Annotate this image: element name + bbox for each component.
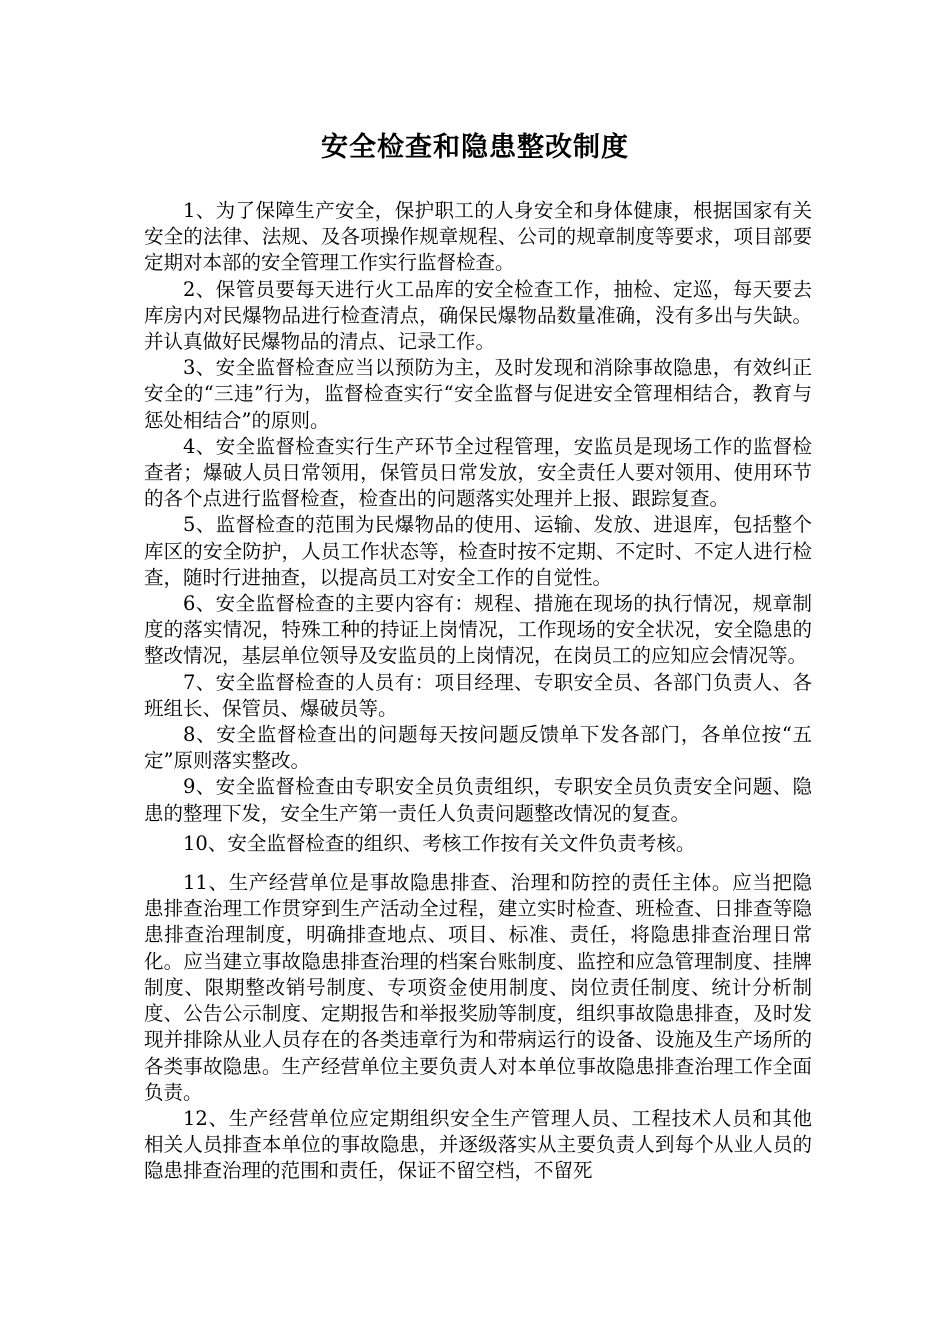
paragraph-5: 5、监督检查的范围为民爆物品的使用、运输、发放、进退库，包括整个库区的安全防护，人员工作状态等，检查时按不定期、不定时、不定人进行检查，随时行进抽查，以提高员工对安全工作的自觉性。 bbox=[144, 513, 812, 589]
paragraph-4: 4、安全监督检查实行生产环节全过程管理，安监员是现场工作的监督检查者；爆破人员日常领用，保管员日常发放，安全责任人要对领用、使用环节的各个点进行监督检查，检查出的问题落实处理并上报、跟踪复查。 bbox=[144, 434, 812, 511]
document-title: 安全检查和隐患整改制度 bbox=[321, 132, 629, 163]
paragraph-12: 12、生产经营单位应定期组织安全生产管理人员、工程技术人员和其他相关人员排查本单位的事故隐患，并逐级落实从主要负责人到每个从业人员的隐患排查治理的范围和责任，保证不留空档，不留死 bbox=[144, 1106, 812, 1183]
paragraph-8: 8、安全监督检查出的问题每天按问题反馈单下发各部门，各单位按“五定”原则落实整改。 bbox=[144, 723, 812, 773]
paragraph-6: 6、安全监督检查的主要内容有：规程、措施在现场的执行情况，规章制度的落实情况，特殊工种的持证上岗情况，工作现场的安全状况，安全隐患的整改情况，基层单位领导及安监员的上岗情况，在岗员工的应知应会情况等。 bbox=[144, 592, 812, 668]
paragraph-11: 11、生产经营单位是事故隐患排查、治理和防控的责任主体。应当把隐患排查治理工作贯穿到生产活动全过程，建立实时检查、班检查、日排查等隐患排查治理制度，明确排查地点、项目、标准、责任，将隐患排查治理日常化。应当建立事故隐患排查治理的档案台账制度、监控和应急管理制度、挂牌制度、限期整改销号制度、专项资金使用制度、岗位责任制度、统计分析制度、公告公示制度、定期报告和举报奖励等制度，组织事故隐患排查，及时发现并排除从业人员存在的各类违章行为和带病运行的设备、设施及生产场所的各类事故隐患。生产经营单位主要负责人对本单位事故隐患排查治理工作全面负责。 bbox=[144, 871, 812, 1104]
paragraph-10: 10、安全监督检查的组织、考核工作按有关文件负责考核。 bbox=[183, 831, 696, 855]
document-body bbox=[144, 198, 812, 1185]
paragraph-2: 2、保管员要每天进行火工品库的安全检查工作，抽检、定巡，每天要去库房内对民爆物品进行检查清点，确保民爆物品数量准确，没有多出与失缺。并认真做好民爆物品的清点、记录工作。 bbox=[144, 277, 812, 354]
paragraph-7: 7、安全监督检查的人员有：项目经理、专职安全员、各部门负责人、各班组长、保管员、爆破员等。 bbox=[144, 670, 812, 720]
paragraph-3: 3、安全监督检查应当以预防为主，及时发现和消除事故隐患，有效纠正安全的“三违”行为，监督检查实行“安全监督与促进安全管理相结合，教育与惩处相结合”的原则。 bbox=[144, 356, 812, 432]
paragraph-1: 1、为了保障生产安全，保护职工的人身安全和身体健康，根据国家有关安全的法律、法规、及各项操作规章规程、公司的规章制度等要求，项目部要定期对本部的安全管理工作实行监督检查。 bbox=[144, 199, 812, 275]
paragraph-9: 9、安全监督检查由专职安全员负责组织，专职安全员负责安全问题、隐患的整理下发，安全生产第一责任人负责问题整改情况的复查。 bbox=[144, 775, 812, 825]
